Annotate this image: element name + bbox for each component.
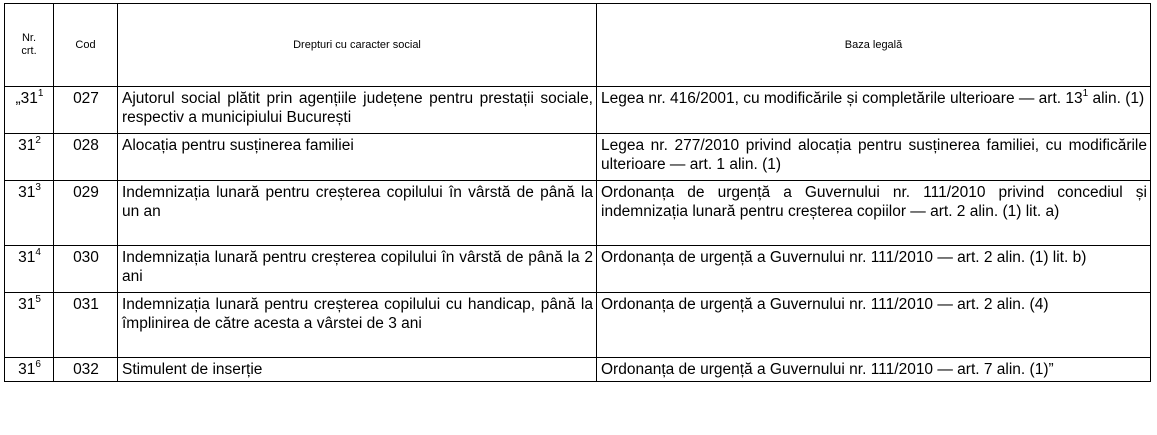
header-rights: Drepturi cu caracter social xyxy=(118,4,597,87)
row-legal-basis: Legea nr. 277/2010 privind alocația pentru susținerea familiei, cu modificările ulterioare — art. 1 alin. (1) xyxy=(597,134,1151,181)
row-code: 029 xyxy=(54,181,118,246)
row-number-prefix: 31 xyxy=(18,296,36,313)
table-row xyxy=(5,134,1151,181)
row-number-sup: 1 xyxy=(37,87,44,99)
row-number xyxy=(5,134,54,181)
row-legal-basis: Ordonanța de urgență a Guvernului nr. 111/2010 — art. 2 alin. (1) lit. b) xyxy=(597,246,1151,293)
row-legal-basis: Ordonanța de urgență a Guvernului nr. 111/2010 — art. 7 alin. (1)” xyxy=(597,358,1151,382)
row-number xyxy=(5,293,54,358)
row-number-sup: 2 xyxy=(35,134,41,146)
row-number xyxy=(5,358,54,382)
row-number xyxy=(5,246,54,293)
row-code: 032 xyxy=(54,358,118,382)
row-number xyxy=(5,87,54,134)
table-row xyxy=(5,87,1151,134)
header-nr: Nr. crt. xyxy=(5,4,54,87)
row-number xyxy=(5,181,54,246)
table-row xyxy=(5,358,1151,382)
legal-text-pre: Legea nr. 416/2001, cu modificările și completările ulterioare — art. 13 xyxy=(601,90,1083,107)
row-code: 027 xyxy=(54,87,118,134)
legal-text-post: alin. (1) xyxy=(1088,90,1145,107)
row-number-prefix: „31 xyxy=(15,90,38,107)
row-right: Indemnizația lunară pentru creșterea copilului în vârstă de până la un an xyxy=(118,181,597,246)
legal-text-sup: 1 xyxy=(1082,87,1089,99)
row-legal-basis: Ordonanța de urgență a Guvernului nr. 111/2010 privind concediul și indemnizația lunară pentru creșterea copiilor — art. 2 alin. (1) lit. a) xyxy=(597,181,1151,246)
row-legal-basis xyxy=(597,87,1151,134)
row-right: Stimulent de inserție xyxy=(118,358,597,382)
header-legal-basis: Baza legală xyxy=(597,4,1151,87)
row-code: 028 xyxy=(54,134,118,181)
row-number-sup: 3 xyxy=(35,181,41,193)
row-number-prefix: 31 xyxy=(18,361,36,378)
row-number-prefix: 31 xyxy=(18,249,36,266)
row-code: 031 xyxy=(54,293,118,358)
legal-table xyxy=(4,3,1151,382)
table-row xyxy=(5,246,1151,293)
header-row xyxy=(5,4,1151,87)
row-code: 030 xyxy=(54,246,118,293)
table-row xyxy=(5,293,1151,358)
table-row xyxy=(5,181,1151,246)
row-right: Ajutorul social plătit prin agențiile județene pentru prestații sociale, respectiv a municipiului București xyxy=(118,87,597,134)
row-number-prefix: 31 xyxy=(18,137,36,154)
row-right: Indemnizația lunară pentru creșterea copilului cu handicap, până la împlinirea de către acesta a vârstei de 3 ani xyxy=(118,293,597,358)
row-number-sup: 5 xyxy=(35,293,41,305)
header-code: Cod xyxy=(54,4,118,87)
row-legal-basis: Ordonanța de urgență a Guvernului nr. 111/2010 — art. 2 alin. (4) xyxy=(597,293,1151,358)
row-right: Indemnizația lunară pentru creșterea copilului în vârstă de până la 2 ani xyxy=(118,246,597,293)
row-number-prefix: 31 xyxy=(18,184,36,201)
row-number-sup: 6 xyxy=(35,358,41,370)
row-right: Alocația pentru susținerea familiei xyxy=(118,134,597,181)
row-number-sup: 4 xyxy=(35,246,41,258)
